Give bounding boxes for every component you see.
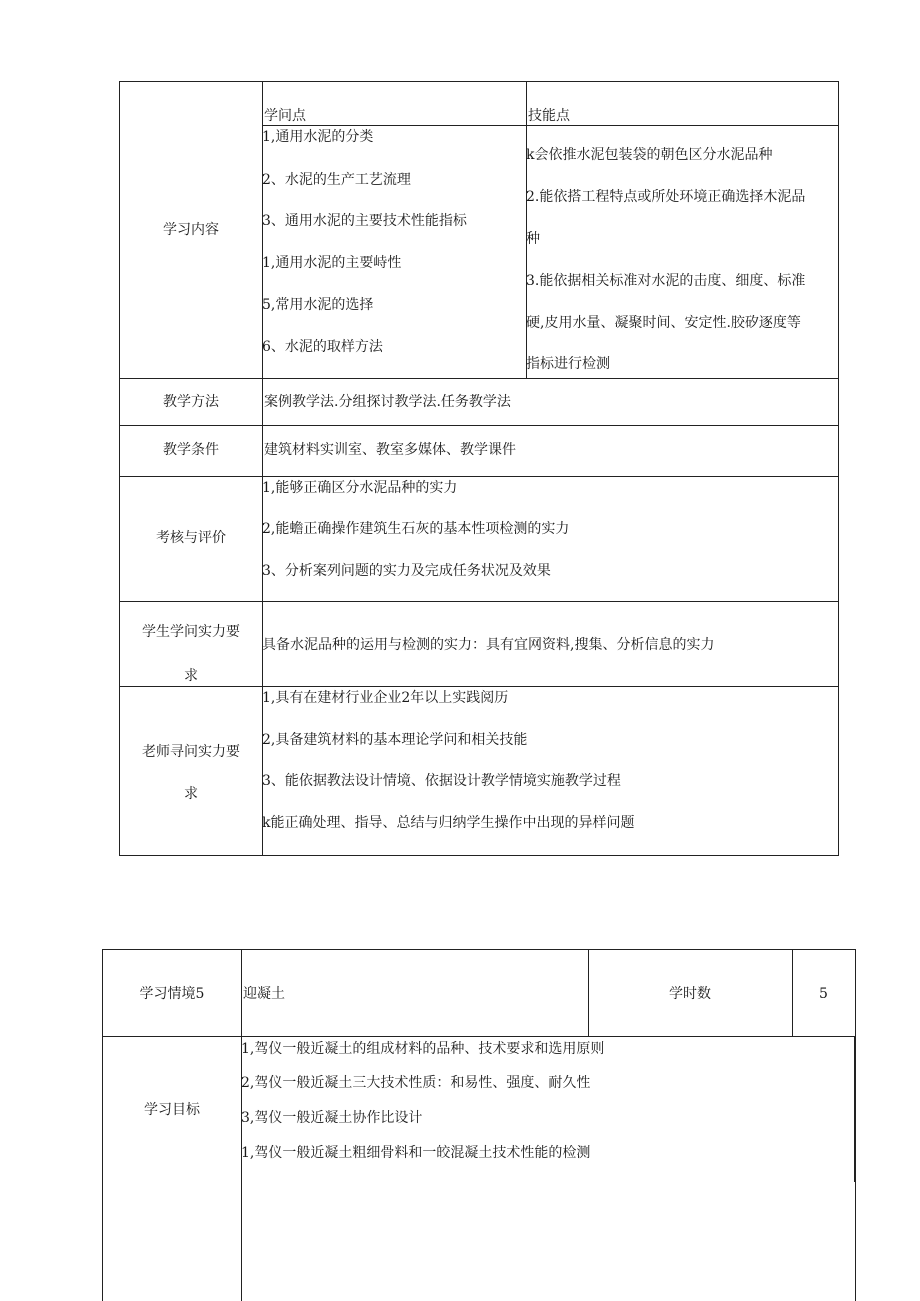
assessment-item: 2,能蟾正确操作建筑生石灰的基本性项检测的实力	[262, 521, 570, 537]
knowledge-item: 2、水泥的生产工艺流理	[262, 172, 411, 188]
skill-item: 硬,皮用水量、凝聚时间、安定性.胶矽逐度等	[526, 315, 801, 331]
row-divider	[103, 1036, 855, 1037]
assessment-item: 1,能够正确区分水泥品种的实力	[262, 480, 458, 496]
teacher-item: 1,具有在建材行业企业2年以上实践阅历	[262, 690, 509, 706]
row-divider	[120, 378, 839, 379]
teacher-item: 2,具备建筑材料的基本理论学问和相关技能	[262, 732, 528, 748]
goal-item: 3,驾仪一般近凝土协作比设计	[241, 1110, 423, 1126]
conditions-label: 教学条件	[163, 442, 219, 458]
row-divider	[120, 686, 839, 687]
knowledge-header: 学问点	[264, 108, 306, 124]
goal-item: 1,驾仪一般近凝土的组成材料的品种、技术要求和选用原则	[241, 1041, 605, 1057]
row-divider	[120, 476, 839, 477]
skills-header: 技能点	[528, 108, 570, 124]
column-divider	[854, 1036, 855, 1182]
knowledge-item: 1,通用水泥的分类	[262, 129, 374, 145]
assessment-item: 3、分析案列问题的实力及完成任务状况及效果	[262, 563, 551, 579]
teacher-item: k能正确处理、指导、总结与归纳学生操作中出现的异样问题	[262, 815, 635, 831]
skill-item: 指标进行检测	[526, 356, 610, 372]
teacher-label-line1: 老师寻问实力要	[142, 744, 240, 760]
student-label-line1: 学生学问实力要	[142, 624, 240, 640]
course-table-1	[119, 81, 839, 856]
goal-item: 2,驾仪一般近凝土三大技术性质：和易性、强度、耐久性	[241, 1075, 591, 1091]
course-table-2	[102, 949, 856, 1301]
row-divider	[262, 125, 839, 126]
student-value: 具备水泥品种的运用与检测的实力：具有宜网资料,搜集、分析信息的实力	[262, 637, 715, 653]
teacher-label-line2: 求	[184, 786, 198, 802]
row-divider	[120, 425, 839, 426]
situation-value: 迎凝土	[243, 986, 285, 1002]
method-value: 案例教学法.分组探讨教学法.任务教学法	[264, 394, 511, 410]
assessment-label: 考核与评价	[156, 530, 226, 546]
method-label: 教学方法	[163, 394, 219, 410]
hours-value: 5	[819, 986, 828, 1002]
skill-item: 2.能依搭工程特点或所处环境正确选择木泥品	[526, 189, 806, 205]
conditions-value: 建筑材料实训室、教室多媒体、教学课件	[264, 442, 516, 458]
goals-label: 学习目标	[144, 1102, 200, 1118]
knowledge-item: 3、通用水泥的主要技术性能指标	[262, 213, 467, 229]
knowledge-item: 6、水泥的取样方法	[262, 339, 383, 355]
goal-item: 1,驾仪一般近凝土粗细骨料和一皎混凝土技术性能的检测	[241, 1145, 591, 1161]
knowledge-item: 5,常用水泥的选择	[262, 297, 374, 313]
hours-label: 学时数	[669, 986, 711, 1002]
skill-item: k会依推水泥包装袋的朝色区分水泥品种	[526, 147, 773, 163]
student-label-line2: 求	[184, 668, 198, 684]
skill-item: 3.能依据相关标准对水泥的击度、细度、标准	[526, 273, 806, 289]
content-label: 学习内容	[163, 222, 219, 238]
knowledge-item: 1,通用水泥的主要峙性	[262, 255, 402, 271]
skill-item: 种	[526, 231, 540, 247]
situation-label: 学习情境5	[139, 986, 205, 1002]
row-divider	[120, 601, 839, 602]
teacher-item: 3、能依据教法设计情境、依据设计教学情境实施教学过程	[262, 773, 621, 789]
